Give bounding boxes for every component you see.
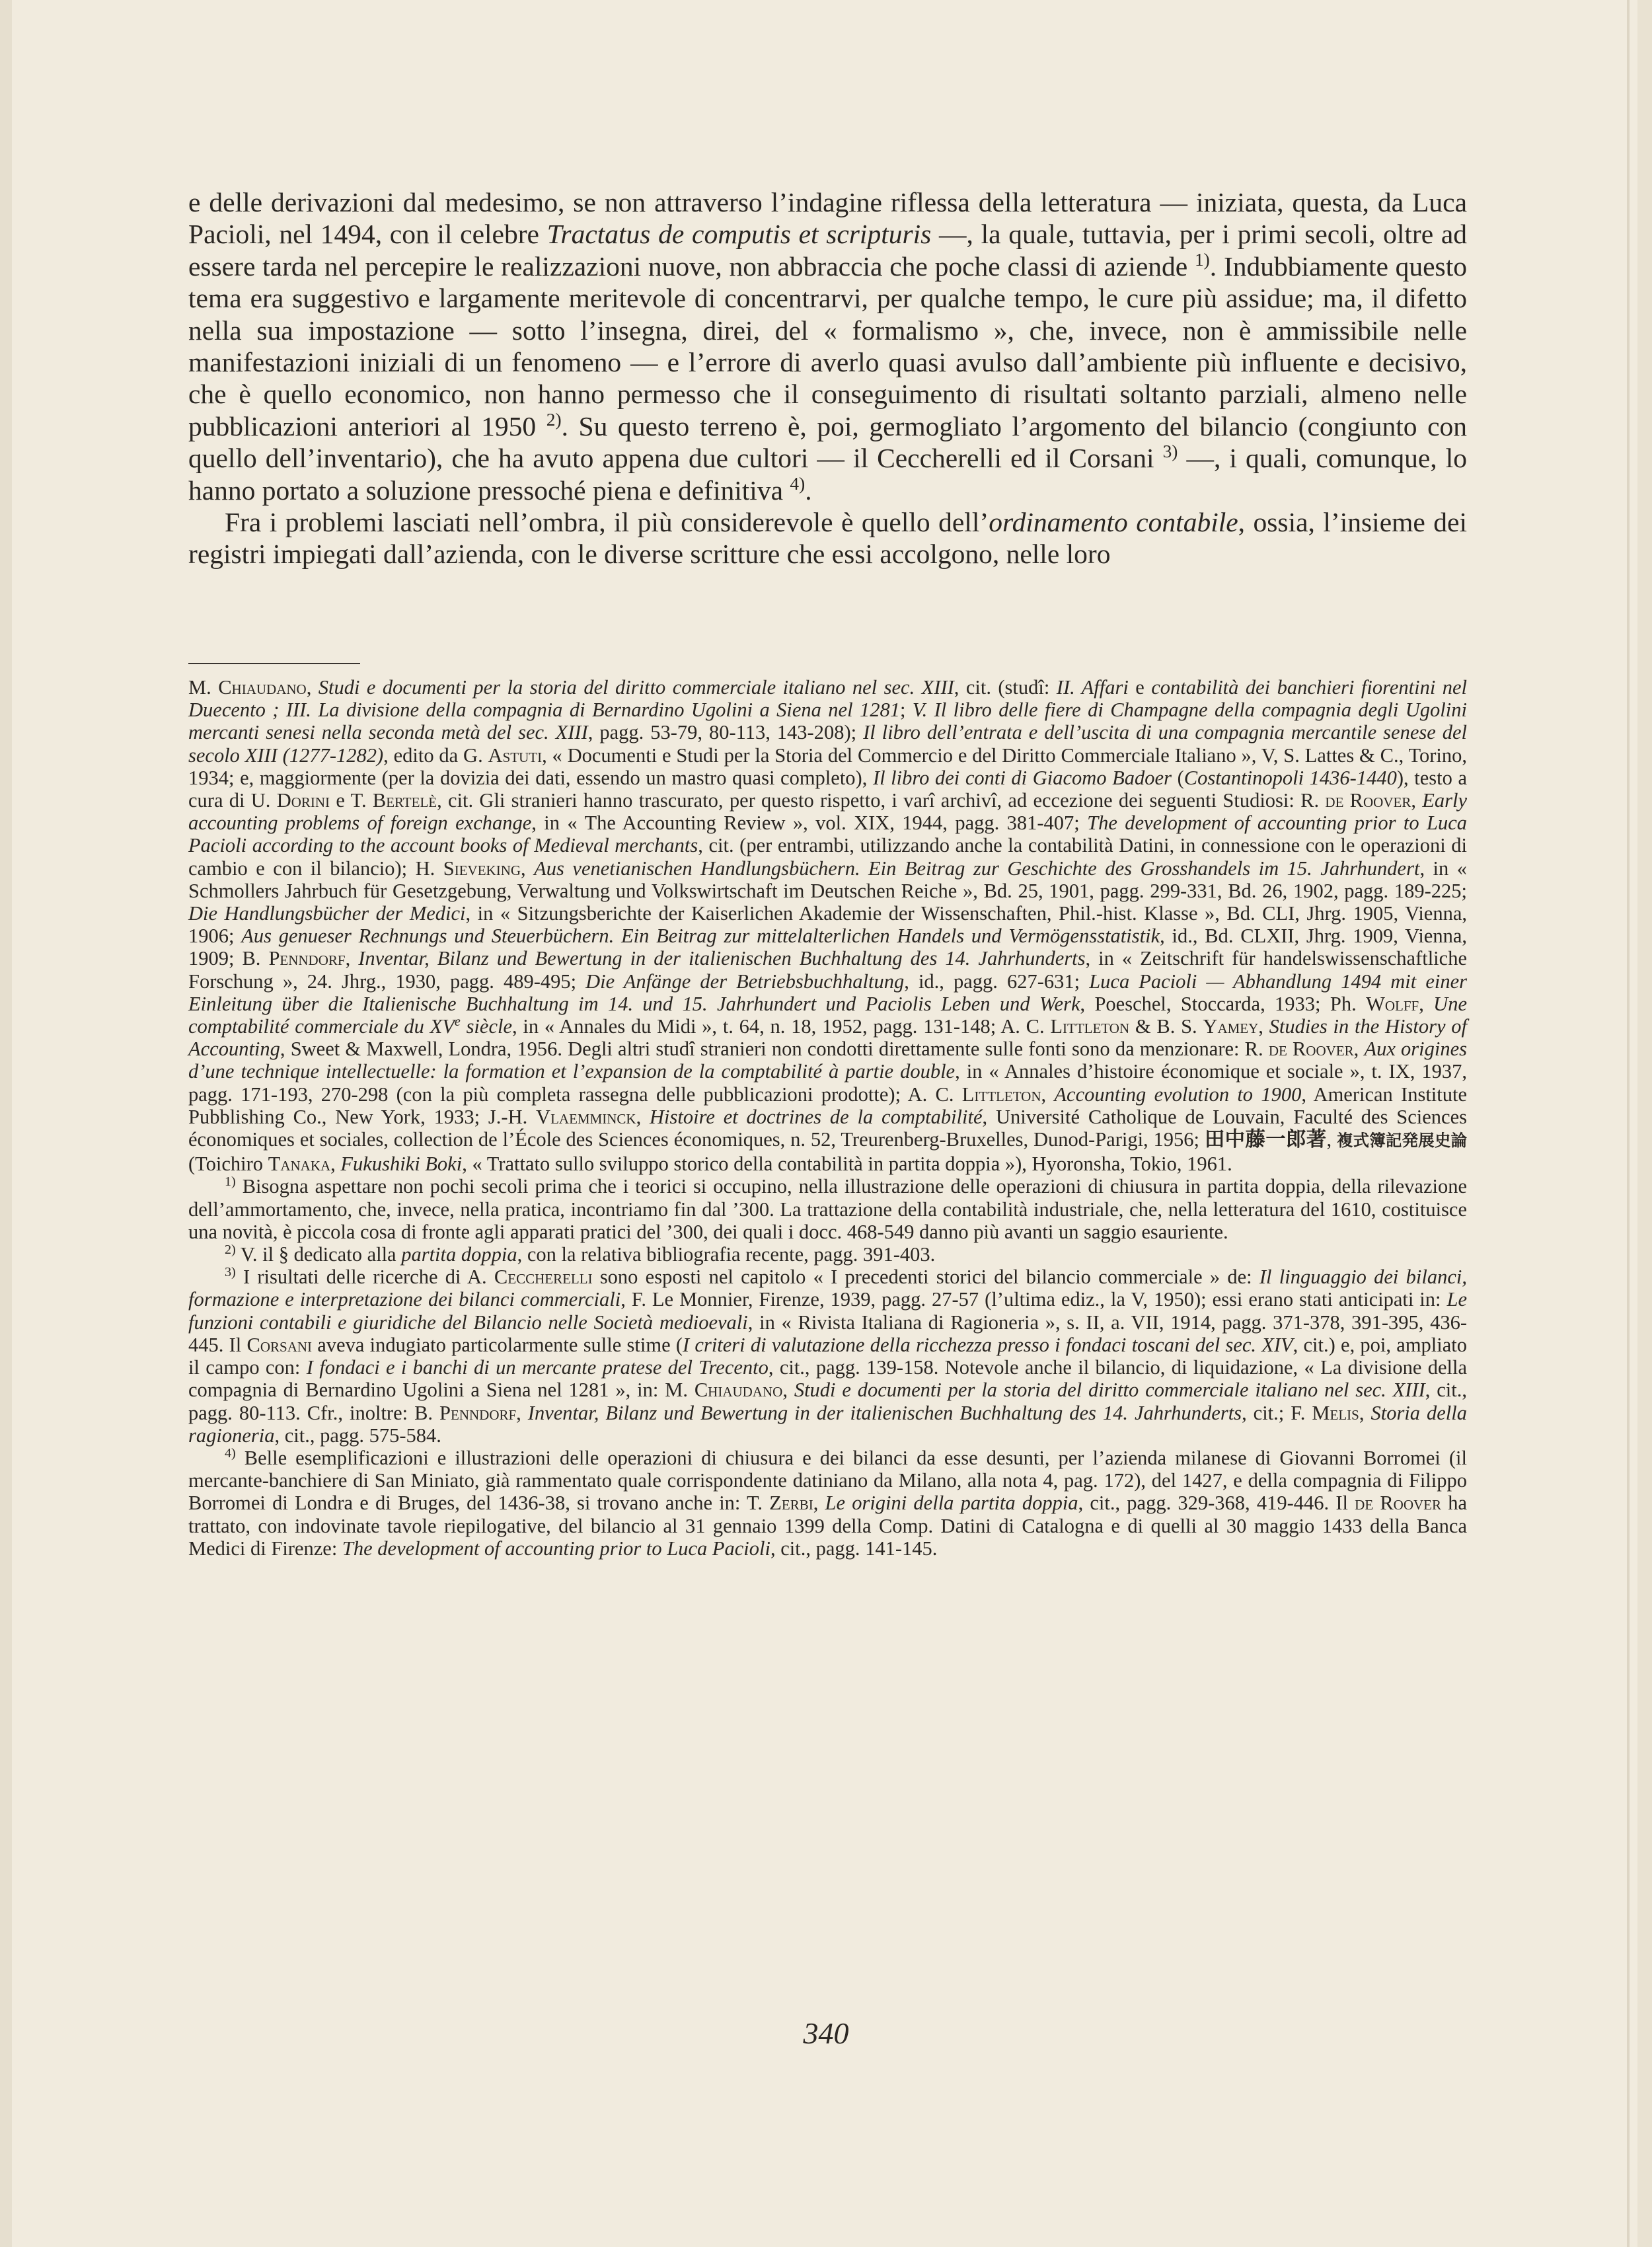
text-run: Penndorf <box>268 947 346 970</box>
text-run: , cit.; F. <box>1242 1401 1312 1424</box>
text-run: Chiaudano <box>218 676 307 699</box>
text-run: Belle esemplificazioni e illustrazioni delle operazioni di chiusura e dei bilanci da esse desunti, per l’azienda milanese di Giovanni Borromei (il mercante-banchiere di San Miniato, già rammentato quale corrispondente datiniano da Milano, alla nota 4, pag. 172), del 1427, e della compagnia di Filippo Borromei di Londra e di Bruges, del 1436-38, si trovano anche in: T. <box>188 1446 1467 1515</box>
text-run: I fondaci e i banchi di un mercante pratese del Trecento <box>306 1356 769 1379</box>
text-run: 複式簿記発展史論 <box>1337 1132 1468 1151</box>
text-run: , Université Catholique de Louvain, Faculté des Sciences économiques et sociales, collection de l’École des Sciences économiques, n. 52, Treurenberg-Bruxelles, Dunod-Parigi, 1956; <box>188 1105 1467 1151</box>
text-run: , <box>306 676 319 699</box>
text-run: ; <box>899 699 913 722</box>
note-marker: 3) <box>225 1265 236 1280</box>
text-run: . Su questo terreno è, poi, germogliato l’argomento del bilancio (congiunto con quello dell’inventario), che ha avuto appena due cultori — il Ceccherelli ed il Corsani <box>188 410 1467 474</box>
text-run: e <box>1128 676 1152 699</box>
text-run: Tanaka <box>268 1153 331 1176</box>
note-marker: 4) <box>790 473 806 494</box>
text-run: , F. Le Monnier, Firenze, 1939, pagg. 27-57 (l’ultima ediz., la V, 1950); essi erano stati anticipati in: <box>620 1288 1447 1311</box>
text-run: e delle derivazioni dal medesimo, se non attraverso l’indagine riflessa della letteratura — iniziata, questa, da Luca Pacioli, nel 1494, con il celebre <box>188 187 1467 250</box>
text-run: The development of accounting prior to Luca Pacioli <box>342 1537 770 1560</box>
text-run: Die Handlungsbücher der Medici <box>188 902 466 925</box>
footnote-2 <box>188 1243 1467 1266</box>
text-run: Il linguaggio dei bilanci, formazione e interpretazione dei bilanci commerciali <box>188 1266 1467 1311</box>
text-run: Littleton <box>961 1083 1041 1106</box>
text-run: Littleton <box>1050 1015 1130 1038</box>
text-run: Vlaemminck <box>536 1105 636 1128</box>
note-marker: 3) <box>1162 441 1178 462</box>
text-run: , <box>1258 1015 1269 1038</box>
text-run: Il libro dell’entrata e dell’uscita di una compagnia mercantile senese del secolo XIII (1277-1282) <box>188 721 1467 767</box>
text-run: , con la relativa bibliografia recente, pagg. 391-403. <box>517 1243 936 1266</box>
text-run: Studi e documenti per la storia del diritto commerciale italiano nel sec. XIII <box>794 1379 1425 1402</box>
text-run: , in « Schmollers Jahrbuch für Gesetzgebung, Verwaltung und Volkswirtschaft im Deutschen Reiche », Bd. 25, 1901, pagg. 299-331, Bd. 26, 1902, pagg. 189-225; <box>188 857 1468 902</box>
text-run: , cit., pagg. 575-584. <box>274 1424 441 1447</box>
text-run: , cit. Gli stranieri hanno trascurato, per questo rispetto, i varî archivî, ad eccezione dei seguenti Studiosi: R. <box>437 789 1326 812</box>
text-run: —, i quali, comunque, lo hanno portato a soluzione pressoché piena e definitiva <box>188 443 1467 506</box>
text-run: aveva indugiato particolarmente sulle stime ( <box>312 1333 683 1356</box>
text-run: , in « Sitzungsberichte der Kaiserlichen Akademie der Wissenschaften, Phil.-hist. Klasse », Bd. CLI, Jhrg. 1905, Vienna, 1906; <box>188 902 1468 948</box>
text-run: Inventar, Bilanz und Bewertung in der italienischen Buchhaltung des 14. Jahrhunderts <box>358 947 1086 970</box>
text-run: , Poeschel, Stoccarda, 1933; Ph. <box>1080 992 1367 1015</box>
text-run: , cit., pagg. 80-113. Cfr., inoltre: B. <box>188 1379 1467 1424</box>
text-run: Bertelè <box>372 789 437 812</box>
text-run: Aus genueser Rechnungs und Steuerbüchern. Ein Beitrag zur mittelalterlichen Handels und Vermögensstatistik <box>241 925 1160 948</box>
text-run: , in « Rivista Italiana di Ragioneria », s. II, a. VII, 1914, pagg. 371-378, 391-395, 436-445. Il <box>188 1311 1467 1356</box>
text-run: Chiaudano <box>694 1379 783 1402</box>
note-marker: 2) <box>546 410 562 430</box>
text-run: Ceccherelli <box>494 1266 593 1289</box>
text-run: V. Il libro delle fiere di Champagne della compagnia degli Ugolini mercanti senesi nella seconda metà del sec. XIII <box>188 699 1467 744</box>
text-run: Aux origines d’une technique intellectuelle: la formation et l’expansion de la comptabilité à partie double <box>188 1038 1468 1083</box>
text-run: II. Affari <box>1056 676 1129 699</box>
text-run: , <box>813 1492 825 1515</box>
page-number: 340 <box>803 2016 849 2050</box>
text-run: , <box>1326 1128 1337 1151</box>
text-run: , « Trattato sullo sviluppo storico della contabilità in partita doppia »), Hyoronsha, Tokio, 1961. <box>462 1153 1232 1176</box>
text-run: Studies in the History of Accounting <box>188 1015 1467 1061</box>
text-run: , <box>330 1153 341 1176</box>
text-run: de Roover <box>1355 1492 1442 1515</box>
text-run: Luca Pacioli — Abhandlung 1494 mit einer Einleitung über die Italienische Buchhaltung im 14. und 15. Jahrhundert und Paciolis Leben und Werk <box>188 970 1467 1015</box>
text-run: , pagg. 53-79, 80-113, 143-208); <box>587 721 864 744</box>
text-run: Le origini della partita doppia <box>825 1492 1078 1515</box>
text-run: , American Institute Pubblishing Co., New York, 1933; J.-H. <box>188 1083 1468 1128</box>
text-run: Bisogna aspettare non pochi secoli prima che i teorici si occupino, nella illustrazione delle operazioni di chiusura in partita doppia, della rilevazione dell’ammortamento, che, invece, nella pratica, incontriamo fin dal ’300. La trattazione della contabilità industriale, che, nella letteratura del 1610, costituisce una novità, è piccola cosa di fronte agli apparati pratici del ’300, dei quali i docc. 468-549 danno più avanti un saggio esauriente. <box>188 1175 1467 1243</box>
text-run: —, la quale, tuttavia, per i primi secoli, oltre ad essere tarda nel percepire le realizzazioni nuove, non abbraccia che poche classi di aziende <box>188 219 1468 282</box>
text-run: . Indubbiamente questo tema era suggestivo e largamente meritevole di concentrarvi, per qualche tempo, le cure più assidue; ma, il difetto nella sua impostazione — sotto l’insegna, direi, del « formalismo », che, invece, non è ammissibile nelle manifestazioni iniziali di un fenomeno — e l’errore di averlo quasi avulso dall’ambiente più influente e decisivo, che è quello economico, non hanno permesso che il conseguimento di risultati soltanto parziali, almeno nelle pubblicazioni anteriori al 1950 <box>188 250 1467 441</box>
footnote-4 <box>188 1447 1467 1560</box>
text-run: Fukushiki Boki <box>340 1153 463 1176</box>
text-run: , <box>636 1105 650 1128</box>
text-run: de Roover <box>1325 789 1411 812</box>
text-run: sono esposti nel capitolo « I precedenti storici del bilancio commerciale » de: <box>592 1266 1259 1289</box>
text-run: Astuti <box>488 743 543 767</box>
text-run: , <box>521 857 535 880</box>
text-run: ), testo a cura di U. <box>188 766 1467 812</box>
text-run: Die Anfänge der Betriebsbuchhaltung <box>585 970 905 993</box>
note-marker: 2) <box>225 1242 236 1257</box>
footnotes <box>188 676 1467 1560</box>
text-run: , Sweet & Maxwell, Londra, 1956. Degli altri studî stranieri non condotti direttamente sulle fonti sono da menzionare: R. <box>280 1038 1269 1061</box>
text-run: Inventar, Bilanz und Bewertung in der italienischen Buchhaltung des 14. Jahrhunderts <box>527 1401 1242 1424</box>
text-run: , id., pagg. 627-631; <box>904 970 1090 993</box>
text-run: , in « Zeitschrift für handelswissenschaftliche Forschung », 24. Jhrg., 1930, pagg. 489-495; <box>188 947 1467 993</box>
text-run: , cit.) e, poi, ampliato il campo con: <box>188 1333 1467 1379</box>
page-fold <box>1627 0 1630 2247</box>
text-run: Accounting evolution to 1900 <box>1054 1083 1302 1106</box>
text-run: , ossia, l’insieme dei registri impiegati dall’azienda, con le diverse scritture che essi accolgono, nelle loro <box>188 507 1467 570</box>
text-run: Early accounting problems of foreign exchange <box>188 789 1468 835</box>
footnote-1 <box>188 1175 1467 1243</box>
note-marker: e <box>454 1014 461 1029</box>
text-run: , <box>1041 1083 1055 1106</box>
text-run: V. il § dedicato alla <box>235 1243 402 1266</box>
footnote-continuation <box>188 676 1467 1175</box>
text-run: ha trattato, con indovinate tavole riepilogative, del bilancio al 31 gennaio 1399 della Comp. Datini di Catalogna e di quelli al 30 maggio 1433 della Banca Medici di Firenze: <box>188 1492 1467 1560</box>
main-text <box>188 186 1467 570</box>
text-run: , cit. (per entrambi, utilizzando anche la contabilità Datini, in connessione con le operazioni di cambio e con il bilancio); H. <box>188 834 1467 880</box>
text-run: The development of accounting prior to Luca Pacioli according to the account books of Medieval merchants <box>188 812 1467 857</box>
text-run: Tractatus de computis et scripturis <box>546 219 932 250</box>
text-run: , cit., pagg. 139-158. Notevole anche il bilancio, di liquidazione, « La divisione della compagnia di Bernardino Ugolini a Siena nel 1281 », in: M. <box>188 1356 1467 1402</box>
text-run: , « Documenti e Studi per la Storia del Commercio e del Diritto Commerciale Italiano », V, S. Lattes & C., Torino, 1934; e, maggiormente (per la dovizia dei dati, essendo un mastro quasi completo), <box>188 743 1467 789</box>
text-run: Aus venetianischen Handlungsbüchern. Ein Beitrag zur Geschichte des Grosshandels im 15. Jahrhundert <box>534 857 1420 880</box>
text-run: contabilità dei banchieri fiorentini nel Duecento ; III. La divisione della compagnia di Bernardino Ugolini a Siena nel 1281 <box>188 676 1468 722</box>
note-marker: 1) <box>225 1174 236 1190</box>
text-run: , in « Annales du Midi », t. 64, n. 18, 1952, pagg. 131-148; A. C. <box>512 1015 1051 1038</box>
text-run: Zerbi <box>769 1492 813 1515</box>
text-run: I criteri di valutazione della ricchezza presso i fondaci toscani del sec. XIV <box>683 1333 1293 1356</box>
text-run: partita doppia <box>401 1243 517 1266</box>
text-run: Le funzioni contabili e giuridiche del Bilancio nelle Società medioevali <box>188 1288 1467 1334</box>
text-run: & B. S. <box>1129 1015 1203 1038</box>
text-run: M. <box>188 676 219 699</box>
text-run: Une comptabilité commerciale du XV <box>188 992 1467 1038</box>
text-run: , in « Annales d’histoire économique et sociale », t. IX, 1937, pagg. 171-193, 270-298 (con la più completa rassegna delle pubblicazioni prodotte); A. C. <box>188 1060 1467 1106</box>
note-marker: 4) <box>225 1445 236 1461</box>
text-run: , cit., pagg. 329-368, 419-446. Il <box>1078 1492 1355 1515</box>
text-run: ( <box>1171 766 1184 789</box>
footnote-separator <box>188 663 360 664</box>
text-run: siècle <box>460 1015 512 1038</box>
text-run: , <box>782 1379 794 1402</box>
text-run: , cit. (studî: <box>954 676 1057 699</box>
text-run: Melis <box>1312 1401 1359 1424</box>
text-run: Histoire et doctrines de la comptabilité <box>650 1105 983 1128</box>
text-run: Yamey <box>1203 1015 1259 1038</box>
text-run: , <box>345 947 359 970</box>
paragraph <box>188 186 1467 506</box>
text-run: (Toichiro <box>188 1153 268 1176</box>
text-run: de Roover <box>1268 1038 1354 1061</box>
text-run: Fra i problemi lasciati nell’ombra, il più considerevole è quello dell’ <box>225 507 989 538</box>
text-run: , <box>1353 1038 1365 1061</box>
text-run: , <box>516 1401 528 1424</box>
text-run: 田中藤一郎著 <box>1204 1128 1327 1151</box>
text-run: Sieveking <box>443 857 521 880</box>
text-run: Costantinopoli 1436-1440 <box>1183 766 1397 789</box>
text-run: , id., Bd. CLXII, Jhrg. 1909, Vienna, 1909; B. <box>188 925 1468 970</box>
note-marker: 1) <box>1194 249 1210 270</box>
text-run: Dorini <box>276 789 330 812</box>
text-run: ordinamento contabile <box>989 507 1238 538</box>
text-run: I risultati delle ricerche di A. <box>235 1266 494 1289</box>
text-run: , <box>1359 1401 1371 1424</box>
text-run: Wolff <box>1366 992 1419 1015</box>
text-run: Corsani <box>246 1333 313 1356</box>
text-run: Penndorf <box>439 1401 517 1424</box>
text-run: Il libro dei conti di Giacomo Badoer <box>872 766 1172 789</box>
text-run: , <box>1411 789 1423 812</box>
text-run: . <box>805 475 812 506</box>
paragraph <box>188 506 1467 570</box>
footnote-3 <box>188 1266 1467 1447</box>
text-run: , edito da G. <box>383 743 488 767</box>
text-run: , cit., pagg. 141-145. <box>770 1537 938 1560</box>
text-run: Studi e documenti per la storia del diritto commerciale italiano nel sec. XIII <box>318 676 954 699</box>
text-run: e T. <box>330 789 373 812</box>
text-run: Storia della ragioneria <box>188 1401 1468 1447</box>
text-run: , <box>1419 992 1434 1015</box>
text-run: , in « The Accounting Review », vol. XIX, 1944, pagg. 381-407; <box>531 812 1088 835</box>
